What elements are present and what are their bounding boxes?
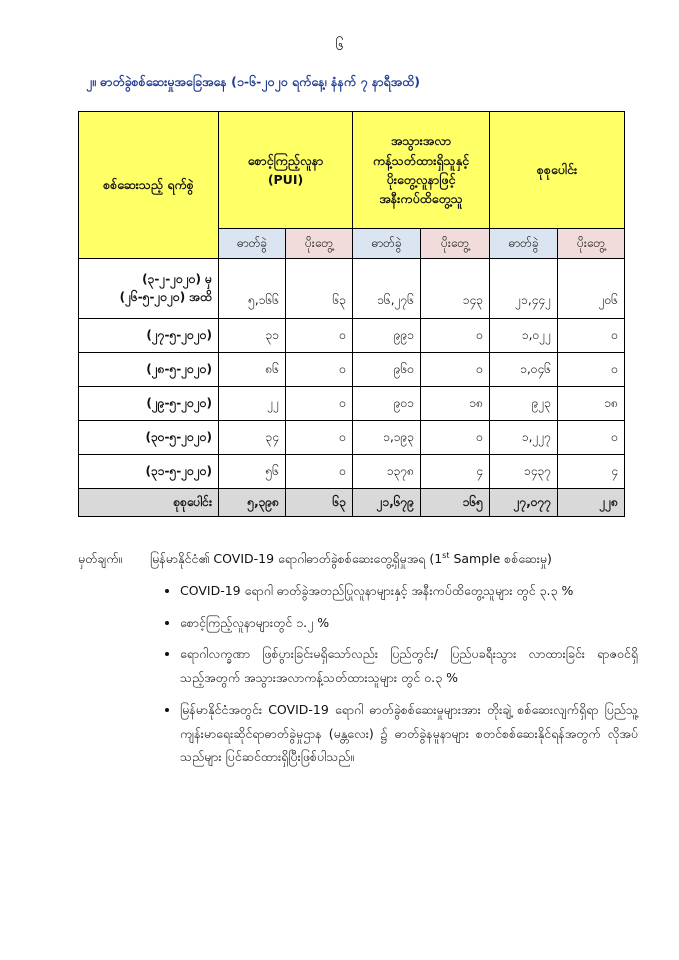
page-number: ၆: [335, 36, 344, 54]
row-date: (၂၈-၅-၂၀၂၀): [79, 353, 219, 387]
subheader-tested: ဓာတ်ခွဲ: [219, 229, 286, 259]
cell-pui-positive: ၀: [286, 387, 353, 421]
table-row: [79, 259, 625, 319]
notes-intro: [150, 547, 638, 571]
cell-total-tested: ၁၄၃၇: [490, 455, 558, 489]
header-date: [79, 112, 219, 259]
notes-bullet: • ရောဂါလက္ခဏာ ဖြစ်ပွားခြင်းမရှိသော်လည်း ပြည်တွင်း/ ပြည်ပခရီးသွား လာထားခြင်း ရာဇဝင်ရှိသည့်အတွက် အသွားအလာကန့်သတ်ထားသူများ တွင် ၀.၃ %: [180, 642, 638, 690]
subheader-positive: ပိုးတွေ့: [558, 229, 625, 259]
header-date-label: စစ်ဆေးသည့် ရက်စွဲ: [103, 177, 194, 193]
cell-contacts-positive: ၁၈: [421, 387, 490, 421]
notes-bullet: • စောင့်ကြည့်လူနာများတွင် ၁.၂ %: [180, 611, 638, 635]
row-date: (၂၉-၅-၂၀၂၀): [79, 387, 219, 421]
cell-pui-positive: ၀: [286, 421, 353, 455]
cell-total-tested: ၁,၀၂၂: [490, 319, 558, 353]
total-all-tested: ၂၇,၀၇၇: [490, 489, 558, 517]
subheader-positive: ပိုးတွေ့: [421, 229, 490, 259]
header-total-label: စုစုပေါင်း: [536, 162, 578, 178]
row-date: (၃၁-၅-၂၀၂၀): [79, 455, 219, 489]
header-contacts-line: အနီးကပ်ထိတွေ့သူ: [379, 191, 463, 207]
notes-intro-superscript: st: [442, 550, 450, 560]
table-row: [79, 455, 625, 489]
table-row: [79, 353, 625, 387]
header-contacts: [353, 112, 490, 229]
notes-label: မှတ်ချက်။: [78, 551, 123, 566]
cell-pui-tested: ၂၂: [219, 387, 286, 421]
total-row: [79, 489, 625, 517]
total-all-positive: ၂၂၈: [558, 489, 625, 517]
cell-contacts-positive: ၀: [421, 421, 490, 455]
total-pui-positive: ၆၃: [286, 489, 353, 517]
cell-total-positive: ၀: [558, 319, 625, 353]
notes-body: [150, 547, 638, 777]
row-date-line: (၂၆-၅-၂၀၂၀) အထိ: [119, 289, 212, 304]
table-row: [79, 387, 625, 421]
notes-bullet: • မြန်မာနိုင်ငံအတွင်း COVID-19 ရောဂါ ဓာတ်ခွဲစစ်ဆေးမှုများအား တိုးချဲ့ စစ်ဆေးလျက်ရှိရာ ပြည်သူ့ကျန်းမာရေးဆိုင်ရာဓာတ်ခွဲမှုဌာန (မန္တလေး) ၌ ဓာတ်ခွဲနမူနာများ စတင်စစ်ဆေးနိုင်ရန်အတွက် လိုအပ်သည်များ ပြင်ဆင်ထားရှိပြီးဖြစ်ပါသည်။: [180, 698, 638, 769]
section-title: ၂။ ဓာတ်ခွဲစစ်ဆေးမှုအခြေအနေ (၁-၆-၂၀၂၀ ရက်နေ့၊ နံနက် ၇ နာရီအထိ): [86, 74, 420, 89]
cell-contacts-tested: ၉၆၀: [353, 353, 421, 387]
cell-contacts-positive: ၁၄၃: [421, 259, 490, 319]
cell-total-positive: ၄: [558, 455, 625, 489]
total-pui-tested: ၅,၃၉၈: [219, 489, 286, 517]
header-pui-line: (PUI): [267, 172, 304, 187]
cell-total-positive: ၀: [558, 421, 625, 455]
header-pui: [219, 112, 353, 229]
total-contacts-positive: ၁၆၅: [421, 489, 490, 517]
cell-pui-positive: ၆၃: [286, 259, 353, 319]
cell-total-positive: ၁၈: [558, 387, 625, 421]
cell-total-tested: ၁,၀၄၆: [490, 353, 558, 387]
subheader-tested: ဓာတ်ခွဲ: [490, 229, 558, 259]
cell-contacts-positive: ၀: [421, 319, 490, 353]
header-pui-line: စောင့်ကြည့်လူနာ: [247, 152, 324, 168]
table-row: [79, 319, 625, 353]
row-date: (၃၀-၅-၂၀၂၀): [79, 421, 219, 455]
row-date: (၂၇-၅-၂၀၂၀): [79, 319, 219, 353]
cell-contacts-positive: ၀: [421, 353, 490, 387]
row-date-line: (၃-၂-၂၀၂၀) မှ: [142, 271, 212, 286]
testing-results-table: [78, 111, 625, 517]
cell-pui-positive: ၀: [286, 353, 353, 387]
cell-pui-tested: ၅၆: [219, 455, 286, 489]
header-contacts-line: အသွားအလာ: [390, 133, 452, 149]
subheader-tested: ဓာတ်ခွဲ: [353, 229, 421, 259]
notes-intro-text: မြန်မာနိုင်ငံ၏ COVID-19 ရောဂါဓာတ်ခွဲစစ်ဆေးတွေ့ရှိမှုအရ (1: [150, 551, 443, 566]
notes-bullet-list: [150, 579, 638, 769]
table-row: [79, 421, 625, 455]
cell-pui-tested: ၈၆: [219, 353, 286, 387]
cell-contacts-tested: ၁၃၇၈: [353, 455, 421, 489]
cell-pui-tested: ၅,၁၆၆: [219, 259, 286, 319]
cell-contacts-tested: ၉၉၁: [353, 319, 421, 353]
header-total: [490, 112, 625, 229]
row-date: [79, 259, 219, 319]
cell-total-tested: ၉၂၃: [490, 387, 558, 421]
notes-bullet: • COVID-19 ရောဂါ ဓာတ်ခွဲအတည်ပြုလူနာများနှင့် အနီးကပ်ထိတွေ့သူများ တွင် ၃.၃ %: [180, 579, 638, 603]
header-contacts-line: ကန့်သတ်ထားရှိသူနှင့်: [373, 152, 470, 168]
cell-total-positive: ၂၀၆: [558, 259, 625, 319]
cell-contacts-tested: ၁၆,၂၇၆: [353, 259, 421, 319]
notes-intro-text-end: Sample စစ်ဆေးမှု): [449, 551, 552, 566]
total-label: စုစုပေါင်း: [79, 489, 219, 517]
cell-contacts-tested: ၉၀၁: [353, 387, 421, 421]
total-contacts-tested: ၂၁,၆၇၉: [353, 489, 421, 517]
cell-total-tested: ၂၁,၄၄၂: [490, 259, 558, 319]
cell-contacts-positive: ၄: [421, 455, 490, 489]
cell-total-tested: ၁,၂၂၇: [490, 421, 558, 455]
cell-pui-positive: ၀: [286, 455, 353, 489]
cell-pui-tested: ၃၄: [219, 421, 286, 455]
cell-pui-positive: ၀: [286, 319, 353, 353]
cell-pui-tested: ၃၁: [219, 319, 286, 353]
header-contacts-line: ပိုးတွေ့လူနာဖြင့်: [386, 172, 456, 187]
cell-total-positive: ၀: [558, 353, 625, 387]
cell-contacts-tested: ၁,၁၉၃: [353, 421, 421, 455]
subheader-positive: ပိုးတွေ့: [286, 229, 353, 259]
